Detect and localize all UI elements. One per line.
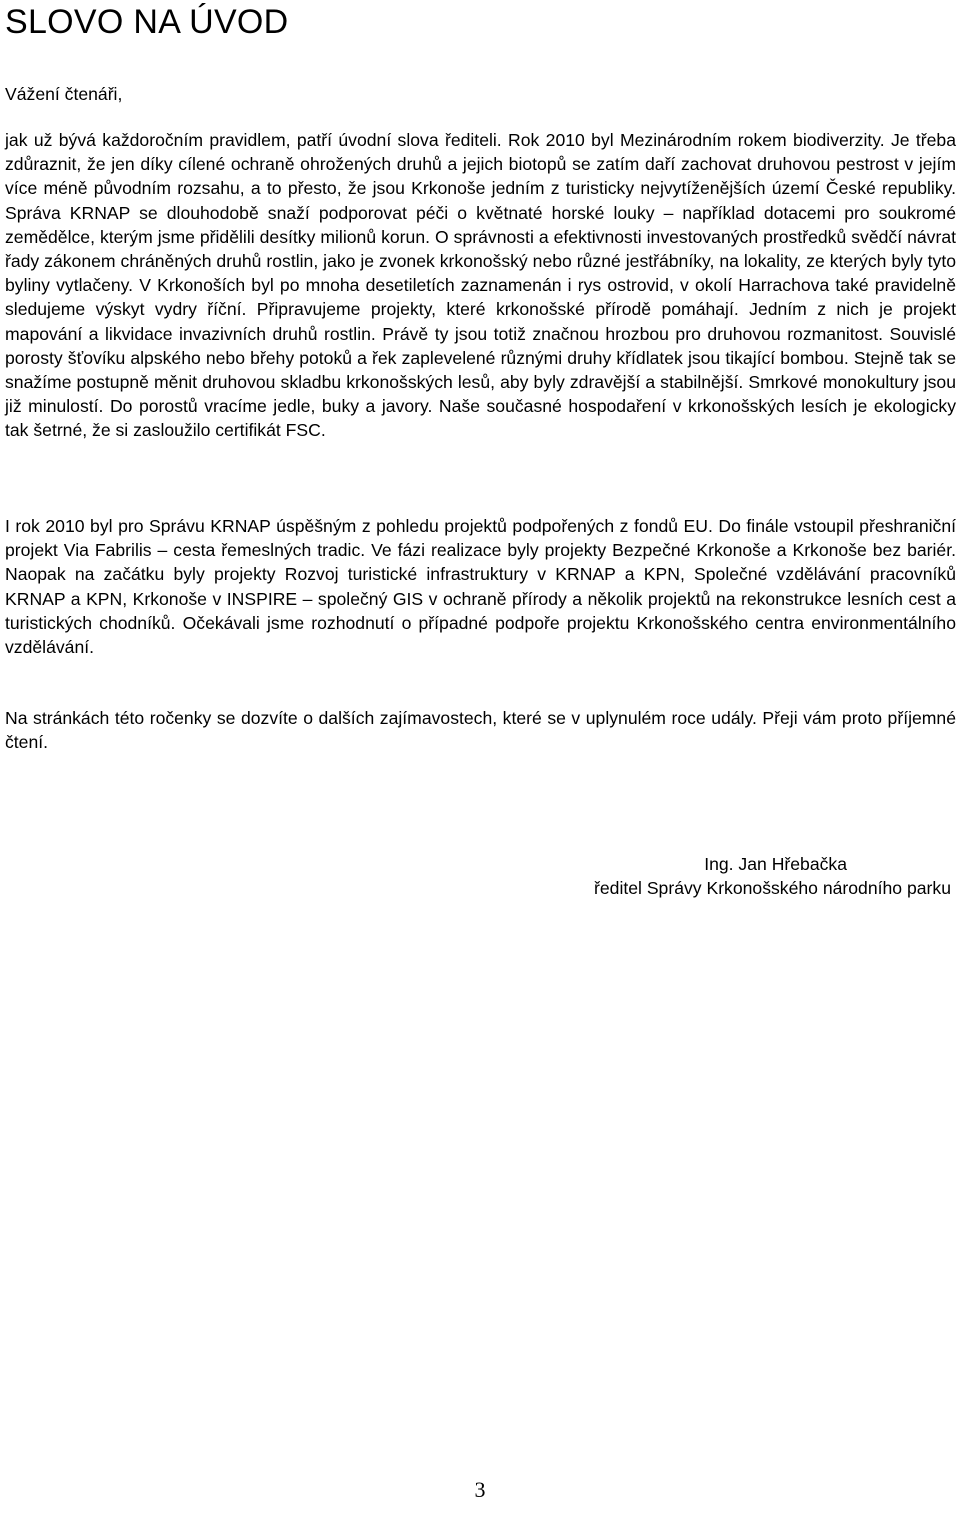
signature-block <box>594 852 951 900</box>
page-number: 3 <box>474 1477 486 1502</box>
greeting: Vážení čtenáři, <box>5 84 123 104</box>
signature-name: Ing. Jan Hřebačka <box>704 854 847 874</box>
paragraph-closing: Na stránkách této ročenky se dozvíte o dalších zajímavostech, které se v uplynulém roce udály. Přeji vám proto příjemné čtení. <box>5 708 956 753</box>
paragraph-intro: jak už bývá každoročním pravidlem, patří úvodní slova řediteli. Rok 2010 byl Mezinárodním rokem biodiverzity. Je třeba zdůraznit, že jen díky cílené ochraně ohrožených druhů a jejich biotopů se zatím daří zachovat druhovou pestrost v jejím více méně původním rozsahu, a to přesto, že jsou Krkonoše jedním z turisticky nejvytíženějších území České republiky. Správa KRNAP se dlouhodobě snaží podporovat péči o květnaté horské louky – například dotacemi pro soukromé zemědělce, kterým jsme přidělili desítky milionů korun. O správnosti a efektivnosti investovaných prostředků svědčí návrat řady zákonem chráněných druhů rostlin, jako je zvonek krkonošský nebo různé jestřábníky, na lokality, ze kterých byly tyto byliny vytlačeny. V Krkonoších byl po mnoha desetiletích zaznamenán i rys ostrovid, v okolí Harrachova také pravidelně sledujeme výskyt vydry říční. Připravujeme projekty, které krkonošské přírodě pomáhají. Jedním z nich je projekt mapování a likvidace invazivních druhů rostlin. Právě ty jsou totiž značnou hrozbou pro druhovou rozmanitost. Souvislé porosty šťovíku alpského nebo břehy potoků a řek zaplevelené různými druhy křídlatek jsou tikající bombou. Stejně tak se snažíme postupně měnit druhovou skladbu krkonošských lesů, aby byly zdravější a stabilnější. Smrkové monokultury jsou již minulostí. Do porostů vracíme jedle, buky a javory. Naše současné hospodaření v krkonošských lesích je ekologicky tak šetrné, že si zasloužilo certifikát FSC. <box>5 130 956 441</box>
paragraph-eu-projects: I rok 2010 byl pro Správu KRNAP úspěšným z pohledu projektů podpořených z fondů EU. Do finále vstoupil přeshraniční projekt Via Fabrilis – cesta řemeslných tradic. Ve fázi realizace byly projekty Bezpečné Krkonoše a Krkonoše bez bariér. Naopak na začátku byly projekty Rozvoj turistické infrastruktury v KRNAP a KPN, Společné vzdělávání pracovníků KRNAP a KPN, Krkonoše v INSPIRE – společný GIS v ochraně přírody a několik projektů na rekonstrukce lesních cest a turistických chodníků. Očekávali jsme rozhodnutí o případné podpoře projektu Krkonošského centra environmentálního vzdělávání. <box>5 516 956 658</box>
page-title: SLOVO NA ÚVOD <box>5 3 289 41</box>
signature-role: ředitel Správy Krkonošského národního parku <box>594 878 951 898</box>
